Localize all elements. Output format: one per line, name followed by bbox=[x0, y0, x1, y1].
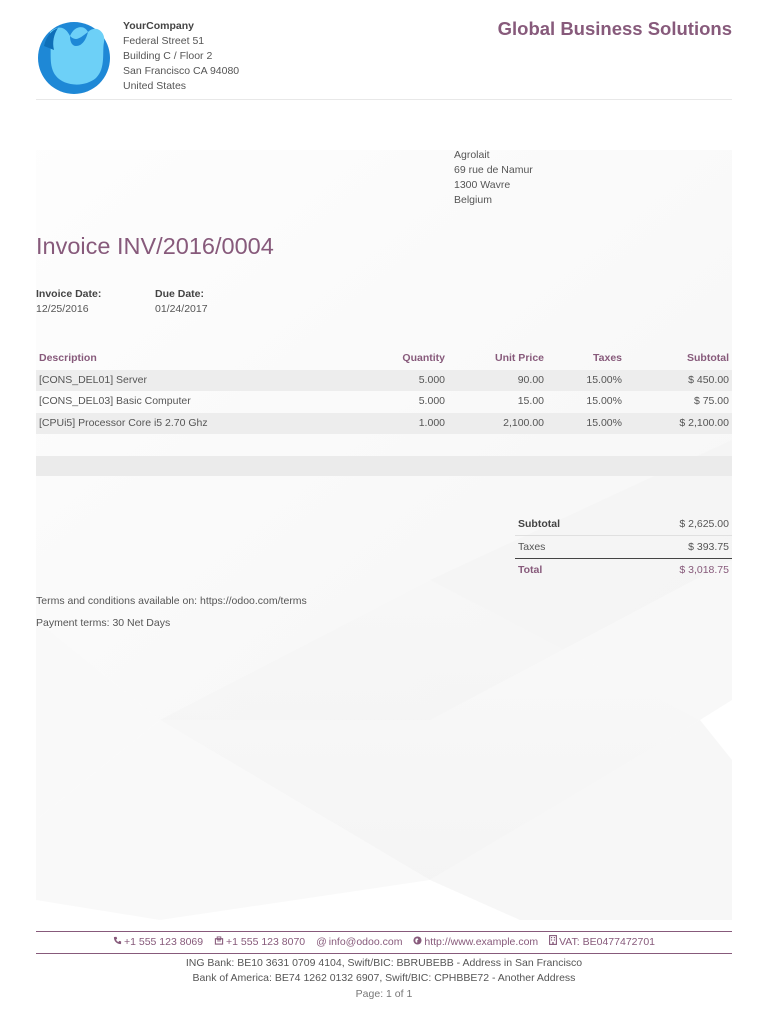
header-subtotal: Subtotal bbox=[687, 352, 729, 364]
line-taxes: 15.00% bbox=[586, 416, 622, 429]
header-unit-price: Unit Price bbox=[494, 352, 544, 364]
subtotal-value: $ 2,625.00 bbox=[679, 518, 729, 530]
totals-taxes-row bbox=[515, 536, 732, 559]
header-description: Description bbox=[39, 352, 97, 364]
invoice-title: Invoice INV/2016/0004 bbox=[36, 233, 274, 259]
header-quantity: Quantity bbox=[402, 352, 445, 364]
line-quantity: 5.000 bbox=[418, 373, 445, 386]
customer-name: Agrolait bbox=[454, 149, 490, 161]
page-number: Page: 1 of 1 bbox=[355, 988, 413, 1000]
line-subtotal: $ 450.00 bbox=[688, 373, 729, 386]
footer-fax-text: +1 555 123 8070 bbox=[226, 936, 306, 948]
subtotal-label: Subtotal bbox=[518, 518, 560, 530]
customer-address-line: Belgium bbox=[454, 194, 492, 206]
bank-line-1: ING Bank: BE10 3631 0709 4104, Swift/BIC: BBRUBEBB - Address in San Francisco bbox=[185, 957, 583, 969]
total-value: $ 3,018.75 bbox=[679, 564, 729, 576]
footer-phone-text: +1 555 123 8069 bbox=[123, 936, 204, 948]
line-taxes: 15.00% bbox=[586, 373, 622, 386]
invoice-date-block bbox=[36, 287, 101, 317]
table-row bbox=[36, 413, 732, 435]
totals-subtotal-row bbox=[515, 513, 732, 536]
footer-contacts bbox=[36, 935, 732, 948]
line-quantity: 5.000 bbox=[418, 395, 445, 407]
customer-address-line: 69 rue de Namur bbox=[454, 164, 533, 176]
line-unit-price: 15.00 bbox=[517, 395, 544, 407]
company-address-line: Federal Street 51 bbox=[123, 35, 205, 47]
payment-terms: Payment terms: 30 Net Days bbox=[36, 617, 171, 629]
company-logo-icon bbox=[36, 18, 112, 94]
line-description: [CONS_DEL01] Server bbox=[39, 373, 147, 386]
line-taxes: 15.00% bbox=[586, 395, 622, 407]
footer-website-text: http://www.example.com bbox=[424, 936, 539, 948]
due-date-value: 01/24/2017 bbox=[155, 303, 208, 315]
footer-email-text: info@odoo.com bbox=[328, 936, 403, 948]
line-subtotal: $ 75.00 bbox=[693, 395, 729, 407]
fax-icon bbox=[214, 936, 224, 945]
company-address-line: United States bbox=[123, 80, 187, 92]
line-unit-price: 90.00 bbox=[517, 373, 544, 386]
line-description: [CPUi5] Processor Core i5 2.70 Ghz bbox=[39, 416, 208, 429]
invoice-date-value: 12/25/2016 bbox=[36, 303, 89, 315]
invoice-date-label: Invoice Date: bbox=[36, 288, 102, 300]
company-address-line: Building C / Floor 2 bbox=[123, 50, 213, 62]
due-date-label: Due Date: bbox=[155, 288, 205, 300]
footer-vat bbox=[549, 935, 655, 948]
footer-email bbox=[316, 936, 402, 948]
footer-fax bbox=[214, 936, 305, 948]
globe-icon bbox=[413, 936, 422, 945]
company-address-line: San Francisco CA 94080 bbox=[123, 65, 240, 77]
due-date-block bbox=[155, 287, 208, 317]
invoice-lines-table bbox=[36, 348, 732, 434]
footer-phone bbox=[113, 936, 203, 948]
line-description: [CONS_DEL03] Basic Computer bbox=[39, 395, 191, 407]
footer-vat-text: VAT: BE0477472701 bbox=[559, 936, 656, 948]
table-row bbox=[36, 391, 732, 413]
terms-and-conditions: Terms and conditions available on: https://odoo.com/terms bbox=[36, 595, 307, 607]
taxes-label: Taxes bbox=[518, 541, 546, 553]
phone-icon bbox=[113, 936, 122, 945]
footer-website bbox=[413, 936, 538, 948]
line-subtotal: $ 2,100.00 bbox=[679, 416, 729, 429]
table-separator-band bbox=[36, 456, 732, 476]
line-unit-price: 2,100.00 bbox=[503, 416, 544, 429]
taxes-value: $ 393.75 bbox=[688, 541, 729, 553]
table-header-row bbox=[36, 348, 732, 370]
company-name: YourCompany bbox=[123, 20, 194, 32]
company-address bbox=[123, 19, 239, 94]
customer-address bbox=[454, 148, 533, 208]
bank-line-2: Bank of America: BE74 1262 0132 6907, Swift/BIC: CPHBBE72 - Another Address bbox=[192, 972, 576, 984]
totals-total-row bbox=[515, 559, 732, 581]
footer-divider-top bbox=[36, 931, 732, 932]
footer-divider-bottom bbox=[36, 953, 732, 954]
line-quantity: 1.000 bbox=[418, 416, 445, 429]
header-taxes: Taxes bbox=[593, 352, 622, 364]
company-tagline: Global Business Solutions bbox=[497, 18, 732, 39]
building-icon bbox=[549, 935, 557, 945]
table-row bbox=[36, 370, 732, 392]
totals-table bbox=[515, 513, 732, 581]
customer-address-line: 1300 Wavre bbox=[454, 179, 511, 191]
header-divider bbox=[36, 99, 732, 100]
total-label: Total bbox=[518, 564, 543, 576]
at-icon: @ bbox=[316, 936, 327, 948]
